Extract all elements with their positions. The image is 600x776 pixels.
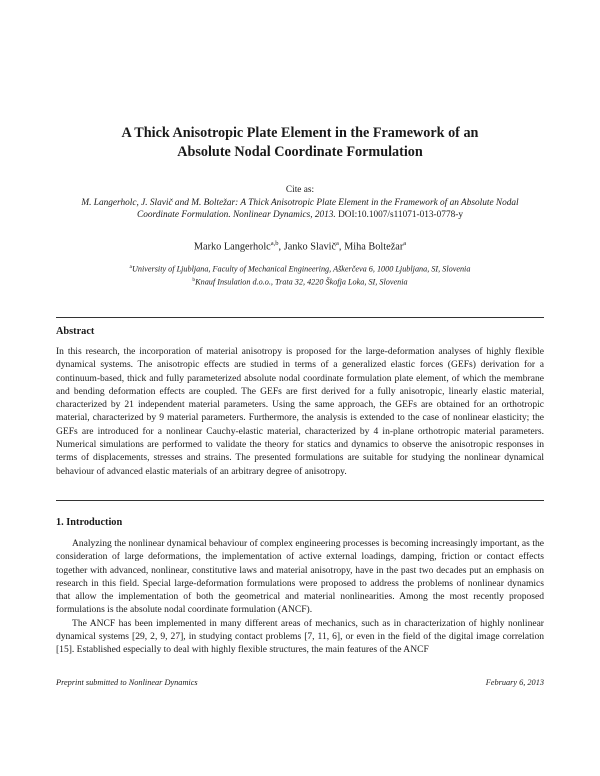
- citation-block: [48, 184, 552, 222]
- author-affil-mark: a: [336, 240, 339, 247]
- paper-title: [60, 124, 540, 162]
- cite-doi[interactable]: DOI:10.1007/s11071-013-0778-y: [335, 210, 463, 221]
- abstract-text: In this research, the incorporation of material anisotropy is proposed for the large-deformation analyses of highly flexible dynamical systems. The anisotropic effects are studied in terms of a generalized elastic forces (GEFs) derivation for a continuum-based, thick and fully parameterized absolute nodal coordinate formulation plate element, of which the membrane and bending deformation effects are coupled. The GEFs are first derived for a fully anisotropic, linearly elastic material, characterized by 21 independent material parameters. Using the same approach, the GEFs are obtained for an orthotropic material, characterized by 9 material parameters. Furthermore, the analysis is extended to the case of nonlinear elasticity; the GEFs are introduced for a nonlinear Cauchy-elastic material, characterized by 4 in-plane orthotropic material parameters. Numerical simulations are performed to validate the theory for statics and dynamics to observe the anisotropic responses in terms of displacements, stresses and strains. The presented formulations are suitable for studying the nonlinear dynamical behaviour of advanced elastic materials of an arbitrary degree of anisotropy.: [56, 346, 544, 477]
- footer-preprint-note: Preprint submitted to Nonlinear Dynamics: [56, 678, 198, 687]
- introduction-body: [56, 537, 544, 657]
- affiliation: [60, 275, 540, 288]
- affil-text: Knauf Insulation d.o.o., Trata 32, 4220 Škofja Loka, SI, Slovenia: [195, 277, 408, 287]
- abstract-heading: Abstract: [56, 326, 95, 337]
- abstract-bottom-rule: [56, 500, 544, 501]
- author-affil-mark: a: [403, 240, 407, 247]
- affil-mark: b: [192, 276, 196, 283]
- paragraph: Analyzing the nonlinear dynamical behaviour of complex engineering processes is becoming increasingly important, as the consideration of large deformations, the implementation of active external loadings, damping, friction or contact effects together with advanced, nonlinear, constitutive laws and material anisotropy, have in the past two decades put an emphasis on research in this field. Special large-deformation formulations were proposed to address the problems of nonlinear dynamics that allow the implementation of both the geometrical and material nonlinearities. Among the most recently proposed formulations is the absolute nodal coordinate formulation (ANCF).: [56, 538, 544, 616]
- cite-label: Cite as:: [285, 185, 315, 195]
- cite-journal: Coordinate Formulation. Nonlinear Dynamics, 2013.: [137, 210, 336, 221]
- author-affil-mark: a,b: [270, 240, 279, 247]
- paragraph: The ANCF has been implemented in many different areas of mechanics, such as in characterization of highly nonlinear dynamical systems [29, 2, 9, 27], in studying contact problems [7, 11, 6], or even in the field of the digital image correlation [15]. Established especially to deal with highly flexible structures, the main features of the ANCF: [56, 617, 544, 656]
- affil-mark: a: [129, 264, 132, 270]
- abstract-top-rule: [56, 317, 544, 318]
- cite-line-1: M. Langerholc, J. Slavič and M. Boltežar: A Thick Anisotropic Plate Element in the Framework of an Absolute Nodal: [81, 197, 519, 208]
- affiliations: [60, 262, 540, 287]
- footer-date: February 6, 2013: [485, 678, 544, 687]
- author-name: Marko Langerholc: [193, 241, 271, 253]
- author-name: Janko Slavič: [283, 241, 337, 253]
- author-name: Miha Boltežar: [344, 241, 404, 253]
- affil-text: University of Ljubljana, Faculty of Mechanical Engineering, Aškerčeva 6, 1000 Ljubljana, SI, Slovenia: [132, 264, 471, 274]
- title-line: A Thick Anisotropic Plate Element in the Framework of an: [121, 125, 479, 141]
- cite-line-2: [48, 209, 552, 222]
- author-list: Marko Langerholc$^{a,b}$, Janko Slavič$^a$, Miha Boltežar$^a$: [193, 240, 407, 253]
- section-heading-introduction: 1. Introduction: [56, 517, 123, 528]
- title-line: Absolute Nodal Coordinate Formulation: [177, 144, 423, 160]
- affiliation: [60, 262, 540, 275]
